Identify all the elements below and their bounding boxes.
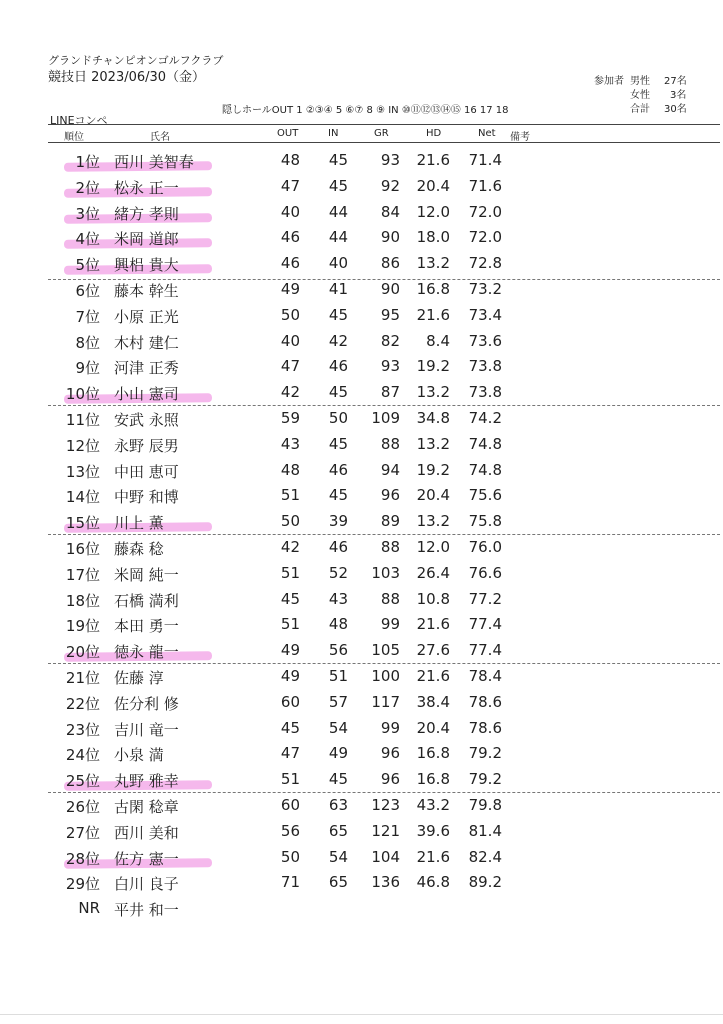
cell-rank: 27位 xyxy=(65,823,100,842)
cell-in: 45 xyxy=(328,770,348,789)
cell-out: 51 xyxy=(280,770,300,789)
cell-in: 48 xyxy=(328,615,348,634)
table-row xyxy=(0,869,723,895)
cell-name: 本田 勇一 xyxy=(114,617,179,636)
cell-net: 79.2 xyxy=(468,770,502,789)
cell-out: 47 xyxy=(280,357,300,376)
cell-in: 44 xyxy=(328,202,348,221)
group-divider xyxy=(48,792,720,793)
cell-gr: 92 xyxy=(380,176,400,195)
cell-rank: 14位 xyxy=(65,488,100,507)
table-row xyxy=(0,482,723,508)
cell-gr: 105 xyxy=(371,641,400,660)
cell-net: 81.4 xyxy=(468,821,502,840)
cell-out: 56 xyxy=(280,821,300,840)
table-row xyxy=(0,405,723,431)
cell-rank: 24位 xyxy=(65,746,100,765)
cell-rank: 4位 xyxy=(75,230,100,249)
cell-out: 43 xyxy=(280,434,300,453)
cell-hd: 20.4 xyxy=(416,176,450,195)
cell-in: 45 xyxy=(328,434,348,453)
cell-in: 43 xyxy=(328,589,348,608)
cell-gr: 103 xyxy=(371,563,400,582)
cell-rank: 17位 xyxy=(65,565,100,584)
cell-net: 74.2 xyxy=(468,409,502,427)
table-row xyxy=(0,689,723,715)
cell-hd: 27.6 xyxy=(416,641,450,660)
cell-net: 82.4 xyxy=(468,847,502,866)
table-row xyxy=(0,302,723,328)
cell-out: 40 xyxy=(280,202,300,221)
cell-rank: 6位 xyxy=(75,282,100,300)
cell-out: 49 xyxy=(280,280,300,298)
cell-gr: 109 xyxy=(371,409,400,427)
cell-net: 78.6 xyxy=(468,692,502,711)
cell-out: 45 xyxy=(280,589,300,608)
competition-date: 競技日 2023/06/30（金） xyxy=(48,70,206,85)
competition-name: LINEコンペ xyxy=(50,114,108,127)
cell-name: 松永 正一 xyxy=(114,178,179,197)
cell-out: 46 xyxy=(280,254,300,273)
cell-name: 小原 正光 xyxy=(114,307,179,326)
cell-net: 71.6 xyxy=(468,176,502,195)
table-row xyxy=(0,379,723,405)
cell-gr: 96 xyxy=(380,770,400,789)
cell-hd: 10.8 xyxy=(416,589,450,608)
cell-in: 49 xyxy=(328,744,348,763)
cell-in: 50 xyxy=(328,409,348,427)
cell-gr: 82 xyxy=(380,331,400,350)
cell-gr: 117 xyxy=(371,692,400,711)
cell-name: 小泉 満 xyxy=(114,746,164,765)
cell-out: 47 xyxy=(280,744,300,763)
table-row xyxy=(0,199,723,225)
table-row xyxy=(0,534,723,560)
cell-gr: 90 xyxy=(380,228,400,247)
cell-hd: 21.6 xyxy=(416,151,450,169)
cell-name: 石橋 満利 xyxy=(114,591,179,610)
total-count: 30名 xyxy=(664,104,687,115)
cell-gr: 94 xyxy=(380,460,400,479)
cell-in: 52 xyxy=(328,563,348,582)
cell-net: 74.8 xyxy=(468,434,502,453)
cell-name: 佐分利 修 xyxy=(114,694,179,713)
club-name: グランドチャンピオンゴルフクラブ xyxy=(48,54,224,67)
cell-rank: 3位 xyxy=(75,204,100,223)
header-top-rule xyxy=(48,124,720,125)
cell-rank: 1位 xyxy=(75,153,100,171)
header-bottom-rule xyxy=(48,142,720,143)
table-row xyxy=(0,740,723,766)
cell-hd: 16.8 xyxy=(416,770,450,789)
cell-gr: 86 xyxy=(380,254,400,273)
cell-rank: 26位 xyxy=(65,798,100,816)
cell-in: 63 xyxy=(328,796,348,814)
cell-name: 中田 恵可 xyxy=(114,462,179,481)
cell-out: 50 xyxy=(280,512,300,531)
table-row xyxy=(0,715,723,741)
cell-rank: 29位 xyxy=(65,875,100,894)
cell-net: 71.4 xyxy=(468,151,502,169)
cell-out: 47 xyxy=(280,176,300,195)
cell-net: 75.6 xyxy=(468,486,502,505)
group-divider xyxy=(48,663,720,664)
cell-in: 46 xyxy=(328,538,348,556)
cell-hd: 19.2 xyxy=(416,460,450,479)
cell-net: 76.6 xyxy=(468,563,502,582)
cell-name: 藤森 稔 xyxy=(114,540,164,558)
cell-in: 45 xyxy=(328,151,348,169)
table-row xyxy=(0,637,723,663)
cell-gr: 104 xyxy=(371,847,400,866)
cell-out: 48 xyxy=(280,460,300,479)
col-out: OUT xyxy=(277,128,299,139)
table-row xyxy=(0,586,723,612)
group-divider xyxy=(48,279,720,280)
cell-hd: 13.2 xyxy=(416,512,450,531)
female-count: 3名 xyxy=(670,90,687,101)
cell-gr: 123 xyxy=(371,796,400,814)
table-row xyxy=(0,250,723,276)
table-row xyxy=(0,611,723,637)
cell-hd: 21.6 xyxy=(416,847,450,866)
col-remarks: 備考 xyxy=(510,132,530,143)
cell-out: 42 xyxy=(280,383,300,402)
cell-rank: NR xyxy=(78,899,100,918)
cell-rank: 20位 xyxy=(65,643,100,662)
cell-out: 71 xyxy=(280,873,300,892)
total-label: 合計 xyxy=(630,104,650,115)
cell-net: 77.4 xyxy=(468,641,502,660)
col-net: Net xyxy=(478,128,496,139)
cell-hd: 20.4 xyxy=(416,486,450,505)
cell-hd: 12.0 xyxy=(416,538,450,556)
cell-name: 小山 憲司 xyxy=(114,385,179,404)
cell-net: 79.8 xyxy=(468,796,502,814)
cell-net: 72.0 xyxy=(468,202,502,221)
cell-hd: 26.4 xyxy=(416,563,450,582)
cell-hd: 39.6 xyxy=(416,821,450,840)
cell-name: 川上 薫 xyxy=(114,514,164,533)
cell-in: 46 xyxy=(328,357,348,376)
cell-rank: 25位 xyxy=(65,772,100,791)
cell-hd: 13.2 xyxy=(416,254,450,273)
cell-gr: 100 xyxy=(371,667,400,685)
group-divider xyxy=(48,405,720,406)
cell-gr: 99 xyxy=(380,615,400,634)
cell-net: 74.8 xyxy=(468,460,502,479)
cell-net: 73.4 xyxy=(468,305,502,324)
table-row xyxy=(0,818,723,844)
cell-net: 77.4 xyxy=(468,615,502,634)
table-row xyxy=(0,560,723,586)
cell-out: 48 xyxy=(280,151,300,169)
cell-hd: 13.2 xyxy=(416,383,450,402)
cell-hd: 46.8 xyxy=(416,873,450,892)
cell-in: 54 xyxy=(328,847,348,866)
cell-net: 76.0 xyxy=(468,538,502,556)
table-row xyxy=(0,353,723,379)
cell-out: 60 xyxy=(280,692,300,711)
cell-name: 白川 良子 xyxy=(114,875,179,894)
cell-rank: 15位 xyxy=(65,514,100,533)
cell-net: 75.8 xyxy=(468,512,502,531)
cell-in: 65 xyxy=(328,821,348,840)
table-row xyxy=(0,844,723,870)
cell-out: 40 xyxy=(280,331,300,350)
cell-gr: 90 xyxy=(380,280,400,298)
cell-hd: 16.8 xyxy=(416,744,450,763)
cell-net: 78.6 xyxy=(468,718,502,737)
cell-name: 丸野 雅幸 xyxy=(114,772,179,791)
cell-gr: 99 xyxy=(380,718,400,737)
cell-name: 佐方 憲一 xyxy=(114,849,179,868)
table-row xyxy=(0,147,723,173)
cell-gr: 136 xyxy=(371,873,400,892)
cell-name: 佐藤 淳 xyxy=(114,669,164,687)
cell-name: 中野 和博 xyxy=(114,488,179,507)
cell-net: 72.0 xyxy=(468,228,502,247)
cell-gr: 95 xyxy=(380,305,400,324)
cell-name: 河津 正秀 xyxy=(114,359,179,378)
cell-rank: 7位 xyxy=(75,307,100,326)
cell-out: 45 xyxy=(280,718,300,737)
cell-rank: 2位 xyxy=(75,178,100,197)
col-in: IN xyxy=(328,128,339,139)
table-row xyxy=(0,431,723,457)
cell-net: 73.8 xyxy=(468,357,502,376)
cell-net: 77.2 xyxy=(468,589,502,608)
male-count: 27名 xyxy=(664,76,687,87)
col-gr: GR xyxy=(374,128,389,139)
cell-name: 徳永 龍一 xyxy=(114,643,179,662)
cell-name: 米岡 道郎 xyxy=(114,230,179,249)
cell-in: 54 xyxy=(328,718,348,737)
cell-in: 42 xyxy=(328,331,348,350)
cell-hd: 21.6 xyxy=(416,615,450,634)
cell-in: 44 xyxy=(328,228,348,247)
cell-gr: 96 xyxy=(380,744,400,763)
cell-hd: 21.6 xyxy=(416,667,450,685)
table-row xyxy=(0,224,723,250)
table-row xyxy=(0,328,723,354)
cell-rank: 18位 xyxy=(65,591,100,610)
cell-in: 46 xyxy=(328,460,348,479)
cell-rank: 5位 xyxy=(75,256,100,275)
cell-out: 51 xyxy=(280,563,300,582)
cell-in: 45 xyxy=(328,305,348,324)
cell-net: 78.4 xyxy=(468,667,502,685)
cell-net: 73.8 xyxy=(468,383,502,402)
cell-rank: 16位 xyxy=(65,540,100,558)
table-row xyxy=(0,173,723,199)
cell-name: 興梠 貴大 xyxy=(114,256,179,275)
participants-label: 参加者 xyxy=(594,76,624,87)
cell-out: 49 xyxy=(280,667,300,685)
cell-name: 西川 美和 xyxy=(114,823,179,842)
cell-hd: 16.8 xyxy=(416,280,450,298)
cell-hd: 18.0 xyxy=(416,228,450,247)
cell-in: 40 xyxy=(328,254,348,273)
table-row xyxy=(0,508,723,534)
hidden-holes: 隠しホールOUT 1 ②③④ 5 ⑥⑦ 8 ⑨ IN ⑩⑪⑫⑬⑭⑮ 16 17 18 xyxy=(222,105,509,116)
cell-in: 45 xyxy=(328,176,348,195)
cell-gr: 84 xyxy=(380,202,400,221)
cell-rank: 10位 xyxy=(65,385,100,404)
cell-name: 緒方 孝則 xyxy=(114,204,179,223)
cell-rank: 11位 xyxy=(65,411,100,429)
cell-name: 米岡 純一 xyxy=(114,565,179,584)
cell-out: 46 xyxy=(280,228,300,247)
col-rank: 順位 xyxy=(64,132,84,143)
cell-hd: 34.8 xyxy=(416,409,450,427)
cell-hd: 38.4 xyxy=(416,692,450,711)
cell-gr: 87 xyxy=(380,383,400,402)
cell-name: 吉川 竜一 xyxy=(114,720,179,739)
male-label: 男性 xyxy=(630,76,650,87)
cell-gr: 121 xyxy=(371,821,400,840)
cell-gr: 93 xyxy=(380,357,400,376)
page-bottom-edge xyxy=(0,1014,723,1015)
cell-rank: 19位 xyxy=(65,617,100,636)
cell-net: 73.6 xyxy=(468,331,502,350)
cell-net: 72.8 xyxy=(468,254,502,273)
table-row xyxy=(0,792,723,818)
cell-name: 西川 美智春 xyxy=(114,153,194,171)
cell-in: 51 xyxy=(328,667,348,685)
cell-out: 51 xyxy=(280,615,300,634)
cell-out: 59 xyxy=(280,409,300,427)
cell-gr: 89 xyxy=(380,512,400,531)
cell-out: 42 xyxy=(280,538,300,556)
cell-net: 73.2 xyxy=(468,280,502,298)
cell-rank: 12位 xyxy=(65,436,100,455)
cell-in: 45 xyxy=(328,486,348,505)
cell-hd: 13.2 xyxy=(416,434,450,453)
cell-out: 60 xyxy=(280,796,300,814)
table-row xyxy=(0,663,723,689)
col-name: 氏名 xyxy=(150,132,170,143)
cell-hd: 20.4 xyxy=(416,718,450,737)
cell-gr: 93 xyxy=(380,151,400,169)
female-label: 女性 xyxy=(630,90,650,101)
cell-rank: 22位 xyxy=(65,694,100,713)
cell-net: 79.2 xyxy=(468,744,502,763)
cell-hd: 8.4 xyxy=(426,331,450,350)
cell-out: 51 xyxy=(280,486,300,505)
cell-rank: 21位 xyxy=(65,669,100,687)
cell-gr: 88 xyxy=(380,434,400,453)
cell-hd: 43.2 xyxy=(416,796,450,814)
cell-rank: 8位 xyxy=(75,333,100,352)
cell-name: 古閑 稔章 xyxy=(114,798,179,816)
cell-in: 57 xyxy=(328,692,348,711)
cell-rank: 28位 xyxy=(65,849,100,868)
cell-rank: 13位 xyxy=(65,462,100,481)
cell-net: 89.2 xyxy=(468,873,502,892)
cell-out: 50 xyxy=(280,847,300,866)
cell-name: 永野 辰男 xyxy=(114,436,179,455)
cell-name: 木村 建仁 xyxy=(114,333,179,352)
table-row xyxy=(0,895,723,921)
cell-name: 藤本 幹生 xyxy=(114,282,179,300)
cell-rank: 23位 xyxy=(65,720,100,739)
cell-in: 39 xyxy=(328,512,348,531)
cell-gr: 88 xyxy=(380,538,400,556)
cell-name: 安武 永照 xyxy=(114,411,179,429)
cell-hd: 12.0 xyxy=(416,202,450,221)
cell-in: 56 xyxy=(328,641,348,660)
group-divider xyxy=(48,534,720,535)
cell-in: 41 xyxy=(328,280,348,298)
cell-hd: 19.2 xyxy=(416,357,450,376)
cell-gr: 88 xyxy=(380,589,400,608)
cell-hd: 21.6 xyxy=(416,305,450,324)
cell-out: 49 xyxy=(280,641,300,660)
cell-name: 平井 和一 xyxy=(114,901,179,920)
col-hd: HD xyxy=(426,128,442,139)
cell-in: 45 xyxy=(328,383,348,402)
cell-gr: 96 xyxy=(380,486,400,505)
cell-out: 50 xyxy=(280,305,300,324)
table-row xyxy=(0,766,723,792)
cell-in: 65 xyxy=(328,873,348,892)
table-row xyxy=(0,457,723,483)
cell-rank: 9位 xyxy=(75,359,100,378)
